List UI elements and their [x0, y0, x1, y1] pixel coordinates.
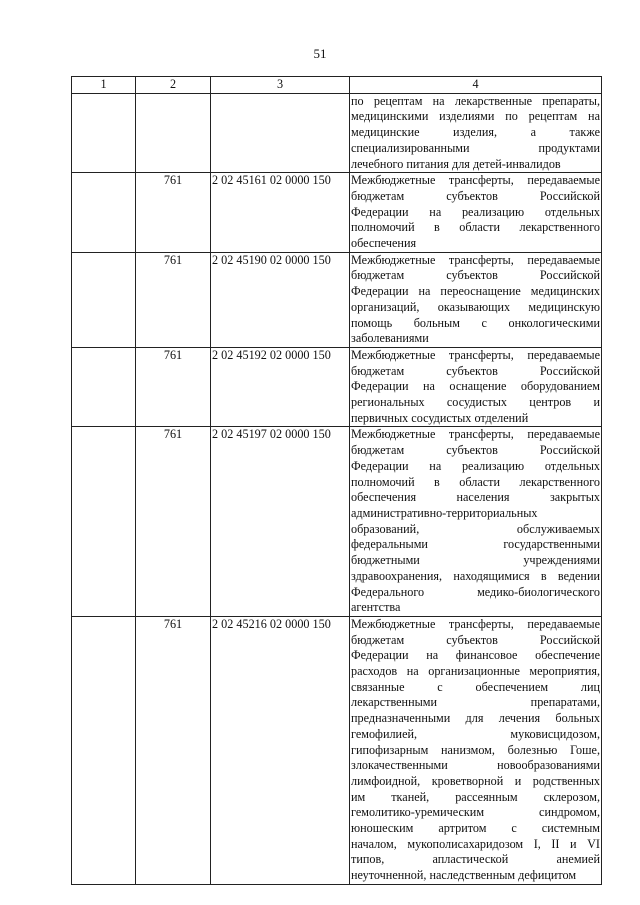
cell-description [350, 427, 602, 616]
table-row [72, 252, 602, 347]
description-line: Федерации на реализацию отдельных [351, 458, 600, 473]
cell-description [350, 173, 602, 253]
description-line: бюджетам субъектов Российской [351, 188, 600, 203]
table-row [72, 427, 602, 616]
cell-admin-code [136, 93, 211, 173]
description-line: административно-территориальных [351, 505, 538, 520]
description-line: Федерации на финансовое обеспечение [351, 648, 600, 663]
description-line: Межбюджетные трансферты, передаваемые [351, 616, 600, 631]
description-line: агентства [351, 600, 401, 615]
cell-revenue-code: 2 02 45190 02 0000 150 [211, 252, 350, 347]
description-line: медицинскими изделиями по рецептам на [351, 109, 600, 124]
header-col-4: 4 [350, 77, 602, 94]
table-row [72, 616, 602, 884]
description-line: Федерации на оснащение оборудованием [351, 379, 600, 394]
description-line: обеспечения [351, 236, 417, 251]
description-line: Федерации на реализацию отдельных [351, 204, 600, 219]
cell-revenue-code: 2 02 45161 02 0000 150 [211, 173, 350, 253]
description-line: бюджетам субъектов Российской [351, 363, 600, 378]
description-line: медицинские изделия, а также [351, 125, 600, 140]
description-line: федеральными государственными [351, 537, 600, 552]
cell-admin-code: 761 [136, 427, 211, 616]
description-line: бюджетными учреждениями [351, 553, 600, 568]
description-line: полномочий в области лекарственного [351, 220, 600, 235]
table-row [72, 347, 602, 427]
cell-col-1 [72, 93, 136, 173]
description-line: гемофилией, муковисцидозом, [351, 726, 600, 741]
description-line: региональных сосудистых центров и [351, 395, 600, 410]
header-col-1: 1 [72, 77, 136, 94]
cell-description [350, 252, 602, 347]
table-row [72, 173, 602, 253]
description-line: образований, обслуживаемых [351, 521, 600, 536]
cell-description [350, 93, 602, 173]
description-line: лимфоидной, кроветворной и родственных [351, 773, 600, 788]
description-line: началом, мукополисахаридозом I, II и VI [351, 836, 600, 851]
description-line: здравоохранения, находящимися в ведении [351, 568, 600, 583]
header-col-3: 3 [211, 77, 350, 94]
description-line: Федерального медико-биологического [351, 584, 600, 599]
description-line: предназначенными для лечения больных [351, 711, 600, 726]
table-body [72, 93, 602, 884]
description-line: лечебного питания для детей-инвалидов [351, 156, 561, 171]
description-line: заболеваниями [351, 331, 429, 346]
description-line: Межбюджетные трансферты, передаваемые [351, 347, 600, 362]
cell-admin-code: 761 [136, 347, 211, 427]
cell-revenue-code: 2 02 45197 02 0000 150 [211, 427, 350, 616]
description-line: лекарственными препаратами, [351, 695, 600, 710]
cell-revenue-code: 2 02 45216 02 0000 150 [211, 616, 350, 884]
budget-classification-table [71, 76, 602, 885]
cell-col-1 [72, 427, 136, 616]
description-line: обеспечения населения закрытых [351, 490, 600, 505]
cell-description [350, 347, 602, 427]
description-line: Федерации на переоснащение медицинских [351, 284, 600, 299]
description-line: бюджетам субъектов Российской [351, 632, 600, 647]
description-line: расходов на организационные мероприятия, [351, 664, 600, 679]
description-line: гипофизарным нанизмом, болезнью Гоше, [351, 742, 600, 757]
description-line: бюджетам субъектов Российской [351, 268, 600, 283]
description-line: организаций, оказывающих медицинскую [351, 299, 600, 314]
description-line: по рецептам на лекарственные препараты, [351, 93, 600, 108]
header-col-2: 2 [136, 77, 211, 94]
cell-revenue-code: 2 02 45192 02 0000 150 [211, 347, 350, 427]
description-line: связанные с обеспечением лиц [351, 679, 600, 694]
cell-admin-code: 761 [136, 173, 211, 253]
cell-admin-code: 761 [136, 252, 211, 347]
description-line: злокачественными новообразованиями [351, 758, 600, 773]
cell-description [350, 616, 602, 884]
page-number: 51 [313, 46, 327, 61]
cell-admin-code: 761 [136, 616, 211, 884]
description-line: помощь больным с онкологическими [351, 315, 600, 330]
description-line: неуточненной, наследственным дефицитом [351, 868, 577, 883]
cell-col-1 [72, 252, 136, 347]
table-header-row [72, 77, 602, 94]
description-line: первичных сосудистых отделений [351, 410, 529, 425]
cell-col-1 [72, 616, 136, 884]
table-row [72, 93, 602, 173]
description-line: Межбюджетные трансферты, передаваемые [351, 427, 600, 442]
description-line: им тканей, рассеянным склерозом, [351, 789, 600, 804]
description-line: бюджетам субъектов Российской [351, 443, 600, 458]
description-line: специализированными продуктами [351, 140, 600, 155]
description-line: гемолитико-уремическим синдромом, [351, 805, 600, 820]
cell-col-1 [72, 347, 136, 427]
description-line: юношеским артритом с системным [351, 821, 600, 836]
cell-col-1 [72, 173, 136, 253]
description-line: полномочий в области лекарственного [351, 474, 600, 489]
description-line: Межбюджетные трансферты, передаваемые [351, 252, 600, 267]
cell-revenue-code [211, 93, 350, 173]
description-line: Межбюджетные трансферты, передаваемые [351, 173, 600, 188]
description-line: типов, апластической анемией [351, 852, 600, 867]
